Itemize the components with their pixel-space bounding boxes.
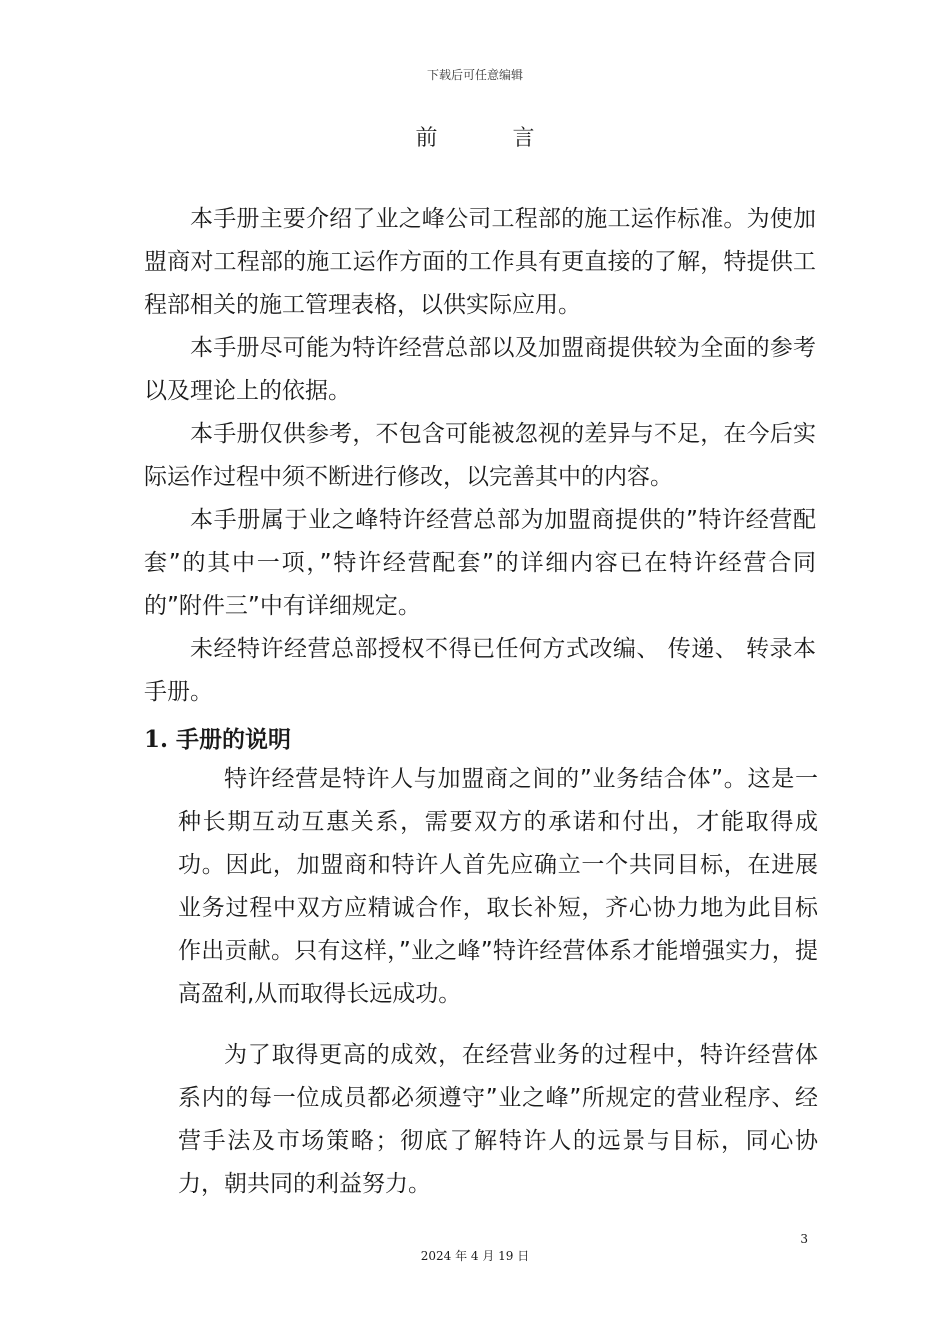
intro-paragraph: 本手册属于业之峰特许经营总部为加盟商提供的”特许经营配套”的其中一项，”特许经营配套”的详细内容已在特许经营合同的”附件三”中有详细规定。 bbox=[144, 507, 816, 619]
header-note: 下载后可任意编辑 bbox=[426, 68, 523, 82]
intro-paragraph: 本手册仅供参考，不包含可能被忽视的差异与不足，在今后实际运作过程中须不断进行修改，以完善其中的内容。 bbox=[144, 421, 816, 490]
page-title: 前 言 bbox=[415, 126, 569, 151]
intro-paragraph: 本手册主要介绍了业之峰公司工程部的施工运作标准。为使加盟商对工程部的施工运作方面的工作具有更直接的了解，特提供工程部相关的施工管理表格，以供实际应用。 bbox=[144, 206, 816, 318]
intro-paragraph: 未经特许经营总部授权不得已任何方式改编、 传递、 转录本手册。 bbox=[144, 636, 816, 705]
intro-section bbox=[144, 198, 816, 714]
footer-date: 2024 年 4 月 19 日 bbox=[420, 1249, 530, 1263]
section-paragraph: 特许经营是特许人与加盟商之间的”业务结合体”。这是一种长期互动互惠关系，需要双方的承诺和付出，才能取得成功。因此，加盟商和特许人首先应确立一个共同目标，在进展业务过程中双方应精诚合作，取长补短，齐心协力地为此目标作出贡献。只有这样，”业之峰”特许经营体系才能增强实力，提高盈利,从而取得长远成功。 bbox=[178, 766, 818, 1007]
section-paragraph: 为了取得更高的成效，在经营业务的过程中，特许经营体系内的每一位成员都必须遵守”业之峰”所规定的营业程序、经营手法及市场策略；彻底了解特许人的远景与目标，同心协力，朝共同的利益努力。 bbox=[178, 1042, 818, 1197]
section-paragraph-block bbox=[178, 1034, 818, 1206]
page-number: 3 bbox=[800, 1232, 808, 1246]
section-heading: 1. 手册的说明 bbox=[144, 726, 292, 753]
intro-paragraph: 本手册尽可能为特许经营总部以及加盟商提供较为全面的参考以及理论上的依据。 bbox=[144, 335, 816, 404]
section-paragraph-block bbox=[178, 758, 818, 1016]
